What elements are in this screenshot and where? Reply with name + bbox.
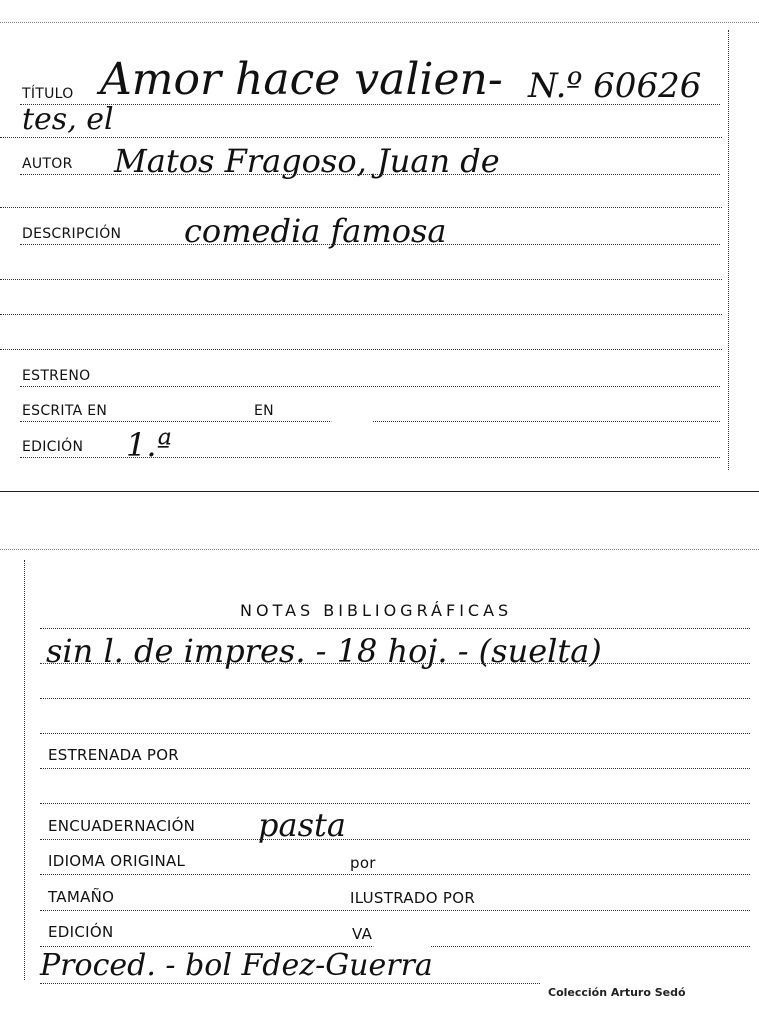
card-bottom-edge xyxy=(0,549,759,550)
encuadernacion-label: ENCUADERNACIÓN xyxy=(48,817,196,835)
proced-line xyxy=(40,983,540,984)
idioma-original-label: IDIOMA ORIGINAL xyxy=(48,852,186,870)
proced-value: Proced. - bol Fdez-Guerra xyxy=(40,948,433,983)
tamano-label: TAMAÑO xyxy=(48,888,115,906)
notas-heading: NOTAS BIBLIOGRÁFICAS xyxy=(240,601,513,620)
tamano-line xyxy=(40,910,750,911)
titulo-value-line2: tes, el xyxy=(22,102,114,137)
encuadernacion-line xyxy=(40,839,750,840)
descripcion-label: DESCRIPCIÓN xyxy=(22,226,122,242)
por-label: por xyxy=(350,854,376,872)
heading-line xyxy=(40,628,750,629)
estreno-line xyxy=(20,386,720,387)
va-label: VA xyxy=(352,925,373,943)
notas-line-2 xyxy=(40,698,750,699)
card-bottom-left-edge xyxy=(24,560,25,980)
edicion-label: EDICIÓN xyxy=(22,439,84,455)
notas-line xyxy=(40,663,750,664)
descripcion-line xyxy=(20,244,720,245)
titulo-label: TÍTULO xyxy=(22,86,74,102)
card-top-right-edge xyxy=(728,30,729,470)
titulo-line xyxy=(20,104,720,105)
estrenada-line-2 xyxy=(40,803,750,804)
descripcion-line-3 xyxy=(0,314,722,315)
titulo-value-line1: Amor hace valien- xyxy=(100,54,503,105)
autor-value: Matos Fragoso, Juan de xyxy=(114,142,500,180)
escrita-en-label: ESCRITA EN xyxy=(22,403,108,419)
estrenada-por-label: ESTRENADA POR xyxy=(48,746,180,764)
catalog-number: N.º 60626 xyxy=(528,66,702,106)
edicion-line xyxy=(20,457,720,458)
idioma-line xyxy=(40,874,750,875)
descripcion-line-4 xyxy=(0,349,722,350)
descripcion-line-2 xyxy=(0,279,722,280)
paper-stain xyxy=(330,395,374,435)
estrenada-line xyxy=(40,768,750,769)
notas-value: sin l. de impres. - 18 hoj. - (suelta) xyxy=(46,632,602,670)
autor-line-2 xyxy=(0,207,722,208)
en-label: EN xyxy=(254,403,274,419)
ilustrado-por-label: ILUSTRADO POR xyxy=(350,889,476,907)
collection-footer: Colección Arturo Sedó xyxy=(548,986,686,999)
descripcion-value: comedia famosa xyxy=(184,212,447,250)
notas-line-3 xyxy=(40,733,750,734)
autor-label: AUTOR xyxy=(22,156,73,172)
edicion-label-bottom: EDICIÓN xyxy=(48,923,114,941)
edicion-value: 1.ª xyxy=(126,426,172,464)
encuadernacion-value: pasta xyxy=(258,806,346,844)
estreno-label: ESTRENO xyxy=(22,368,91,384)
card-top-bottom-edge xyxy=(0,491,759,492)
titulo-line-2 xyxy=(0,137,722,138)
card-top-edge xyxy=(0,22,759,23)
autor-line xyxy=(20,174,720,175)
